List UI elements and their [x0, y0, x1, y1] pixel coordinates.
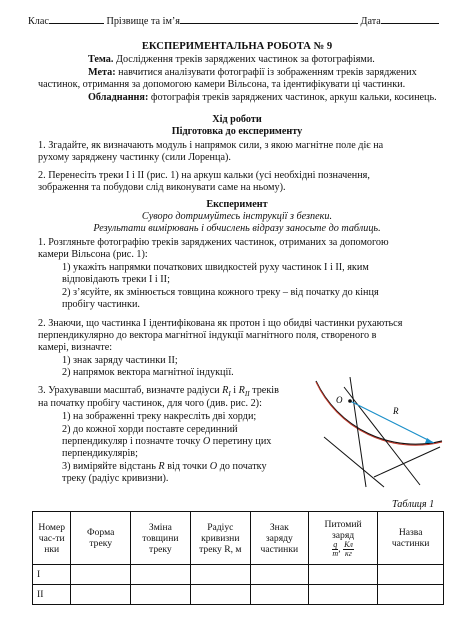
header-text: Питомий	[324, 518, 362, 530]
header-thickness-change	[130, 512, 190, 565]
exp-item-2-line-1: 2. Знаючи, що частинка І ідентифікована як протон і що обидві частинки рухаються	[38, 318, 403, 329]
header-specific-charge: Питомий заряд $\frac{q}{m}$ , $\frac{Кл}{кг}$	[308, 512, 377, 565]
exp-item-3-sub-2-post: перетину цих	[212, 436, 272, 447]
exp-item-3-sub-2-line-2	[62, 436, 271, 448]
experiment-heading: Експеримент	[206, 199, 268, 210]
header-text: час-ти	[38, 532, 65, 544]
header-track-shape	[71, 512, 130, 565]
exp-item-3-and: і	[233, 385, 237, 396]
exp-item-1-line-1: 1. Розгляньте фотографію треків заряджених частинок, отриманих за допомогою	[38, 237, 389, 248]
radius-subscript-2: II	[244, 390, 250, 399]
exp-item-3-sub-3-line-2: треку (радіус кривизни).	[62, 473, 169, 484]
header-curvature-radius	[190, 512, 250, 565]
track-arc-highlight	[316, 382, 442, 445]
equipment-label: Обладнання:	[88, 92, 149, 103]
header-text: товщини	[142, 532, 179, 544]
table-cell[interactable]	[71, 585, 130, 605]
radius-line	[350, 401, 434, 443]
perpendicular-2	[344, 387, 420, 485]
results-note: Результати вимірювань і обчислень відразу заносьте до таблиць.	[93, 223, 381, 234]
exp-item-1-sub-2-line-1: 2) з’ясуйте, як змінюється товщина кожного треку – від початку до кінця	[62, 287, 379, 298]
header-charge-sign	[250, 512, 308, 565]
goal-text-1: навчитися аналізувати фотографії із зображенням треків заряджених	[118, 67, 417, 78]
exp-item-3-sub-1: 1) на зображенні треку накресліть дві хорди;	[62, 411, 257, 422]
exp-item-3-sub-3-mid: від точки	[167, 461, 208, 472]
goal-line-1	[88, 67, 437, 79]
table-cell[interactable]	[308, 585, 377, 605]
date-label: Дата	[360, 16, 381, 27]
radius-symbol-3: R	[158, 461, 165, 472]
exp-item-3-sub-3-line-1	[62, 461, 267, 473]
header-text: Форма	[87, 527, 115, 538]
table-cell[interactable]	[190, 565, 250, 585]
prep-item-2-line-2: зображення та побудови слід виконувати саме на ньому).	[38, 182, 286, 193]
header-text: Знак	[269, 521, 289, 533]
table-cell[interactable]	[250, 585, 308, 605]
header-particle-name	[378, 512, 444, 565]
header-text: треку	[89, 538, 113, 549]
exp-item-1-sub-2-line-2: пробігу частинки.	[62, 299, 140, 310]
radius-symbol-2: R	[238, 385, 245, 396]
exp-item-3-sub-2-pre: перпендикуляр і позначте точку	[62, 436, 201, 447]
header-text: Назва	[398, 527, 423, 538]
exp-item-2-sub-1: 1) знак заряду частинки ІІ;	[62, 355, 178, 366]
point-o-symbol-2: O	[209, 461, 218, 472]
table-cell[interactable]	[130, 565, 190, 585]
center-label: O	[336, 395, 343, 405]
track-arc	[316, 381, 442, 444]
page-title: ЕКСПЕРИМЕНТАЛЬНА РОБОТА № 9	[141, 41, 333, 52]
prep-item-2-line-1: 2. Перенесіть треки І і ІІ (рис. 1) на аркуш кальки (усі необхідні позначення,	[38, 170, 370, 181]
radius-symbol-1: R	[222, 385, 229, 396]
table-cell[interactable]	[130, 585, 190, 605]
table-cell[interactable]	[250, 565, 308, 585]
exp-item-1-sub-1-line-1: 1) укажіть напрямки початкових швидкостей руху частинок І і ІІ, яким	[62, 262, 369, 273]
header-text: кривизни	[201, 532, 240, 544]
specific-charge-fraction	[332, 541, 338, 558]
unit-denominator: кг	[345, 548, 352, 558]
prep-item-1-line-2: рухому заряджену частинку (сили Лоренца).	[38, 152, 231, 163]
row-label: ІІ	[33, 585, 71, 605]
unit-numerator: Кл	[344, 539, 353, 549]
results-table	[32, 511, 444, 605]
exp-item-1-line-2: камери Вільсона (рис. 1):	[38, 249, 148, 260]
header-text: нки	[44, 543, 60, 555]
exp-item-2-line-3: камері, визначте:	[38, 342, 113, 353]
exp-item-1-sub-1-line-2: відповідають треки І і ІІ;	[62, 274, 170, 285]
table-caption: Таблиця 1	[392, 499, 435, 510]
header-text: треку	[149, 543, 172, 555]
exp-item-3-pre: 3. Урахувавши масштаб, визначте радіуси	[38, 385, 220, 396]
table-cell[interactable]	[308, 565, 377, 585]
equipment-text: фотографія треків заряджених частинок, аркуш кальки, косинець.	[150, 92, 437, 103]
header-text: Номер	[38, 521, 66, 533]
header-text: заряду	[265, 532, 293, 544]
header-text: треку R, м	[199, 543, 242, 555]
goal-label: Мета:	[88, 67, 116, 78]
table-row	[33, 585, 444, 605]
radius-subscript-1: I	[228, 390, 231, 399]
exp-item-3-sub-3-pre: 3) виміряйте відстань	[62, 461, 156, 472]
header-text: Зміна	[148, 521, 172, 533]
exp-item-3-line-2: на початку пробігу частинок, для чого (див. рис. 2):	[38, 398, 262, 409]
class-blank	[49, 14, 104, 24]
header-text: частинки	[260, 543, 299, 555]
header-particle-number	[33, 512, 71, 565]
topic-label: Тема.	[88, 54, 114, 65]
prep-item-1-line-1: 1. Згадайте, як визначають модуль і напрямок сили, з якою магнітне поле діє на	[38, 140, 384, 151]
chord-1	[324, 437, 384, 487]
class-label: Клас	[28, 16, 49, 27]
exp-item-3-sub-3-post: до початку	[219, 461, 267, 472]
row-label: І	[33, 565, 71, 585]
header-text: частинки	[391, 538, 430, 549]
center-point	[348, 399, 352, 403]
course-heading: Хід роботи	[212, 114, 262, 125]
topic-line	[88, 54, 375, 66]
name-label: Прізвище та ім’я	[106, 16, 180, 27]
radius-label: R	[393, 406, 399, 416]
exp-item-3-sub-2-line-1: 2) до кожної хорди поставте серединний	[62, 424, 238, 435]
exp-item-3-post: треків	[252, 385, 279, 396]
exp-item-2-sub-2: 2) напрямок вектора магнітної індукції.	[62, 367, 234, 378]
unit-fraction	[343, 541, 354, 558]
header-text: заряд	[332, 529, 355, 541]
table-cell[interactable]	[378, 585, 444, 605]
exp-item-3-sub-2-line-3: перпендикулярів;	[62, 448, 138, 459]
table-row	[33, 565, 444, 585]
table-cell[interactable]	[71, 565, 130, 585]
safety-note: Суворо дотримуйтесь інструкції з безпеки.	[141, 211, 333, 222]
topic-text: Дослідження треків заряджених частинок за фотографіями.	[116, 54, 375, 65]
goal-line-2: частинок, отримання за допомогою камери Вільсона, та ідентифікувати ці частинки.	[38, 79, 406, 90]
fraction-numerator: q	[333, 539, 338, 549]
table-cell[interactable]	[190, 585, 250, 605]
chord-2	[374, 447, 440, 477]
track-radius-figure	[314, 377, 444, 499]
header-line	[28, 14, 439, 28]
point-o-symbol: O	[202, 436, 211, 447]
equipment-line	[88, 92, 437, 104]
fraction-denominator: m	[332, 548, 339, 558]
date-blank	[381, 14, 439, 24]
table-cell[interactable]	[378, 565, 444, 585]
table-header-row	[33, 512, 444, 565]
exp-item-2-line-2: перпендикулярно до вектора магнітної індукції магнітного поля, створеного в	[38, 330, 377, 341]
preparation-heading: Підготовка до експерименту	[171, 126, 303, 137]
name-blank	[180, 14, 358, 24]
header-text: Радіус	[207, 521, 234, 533]
